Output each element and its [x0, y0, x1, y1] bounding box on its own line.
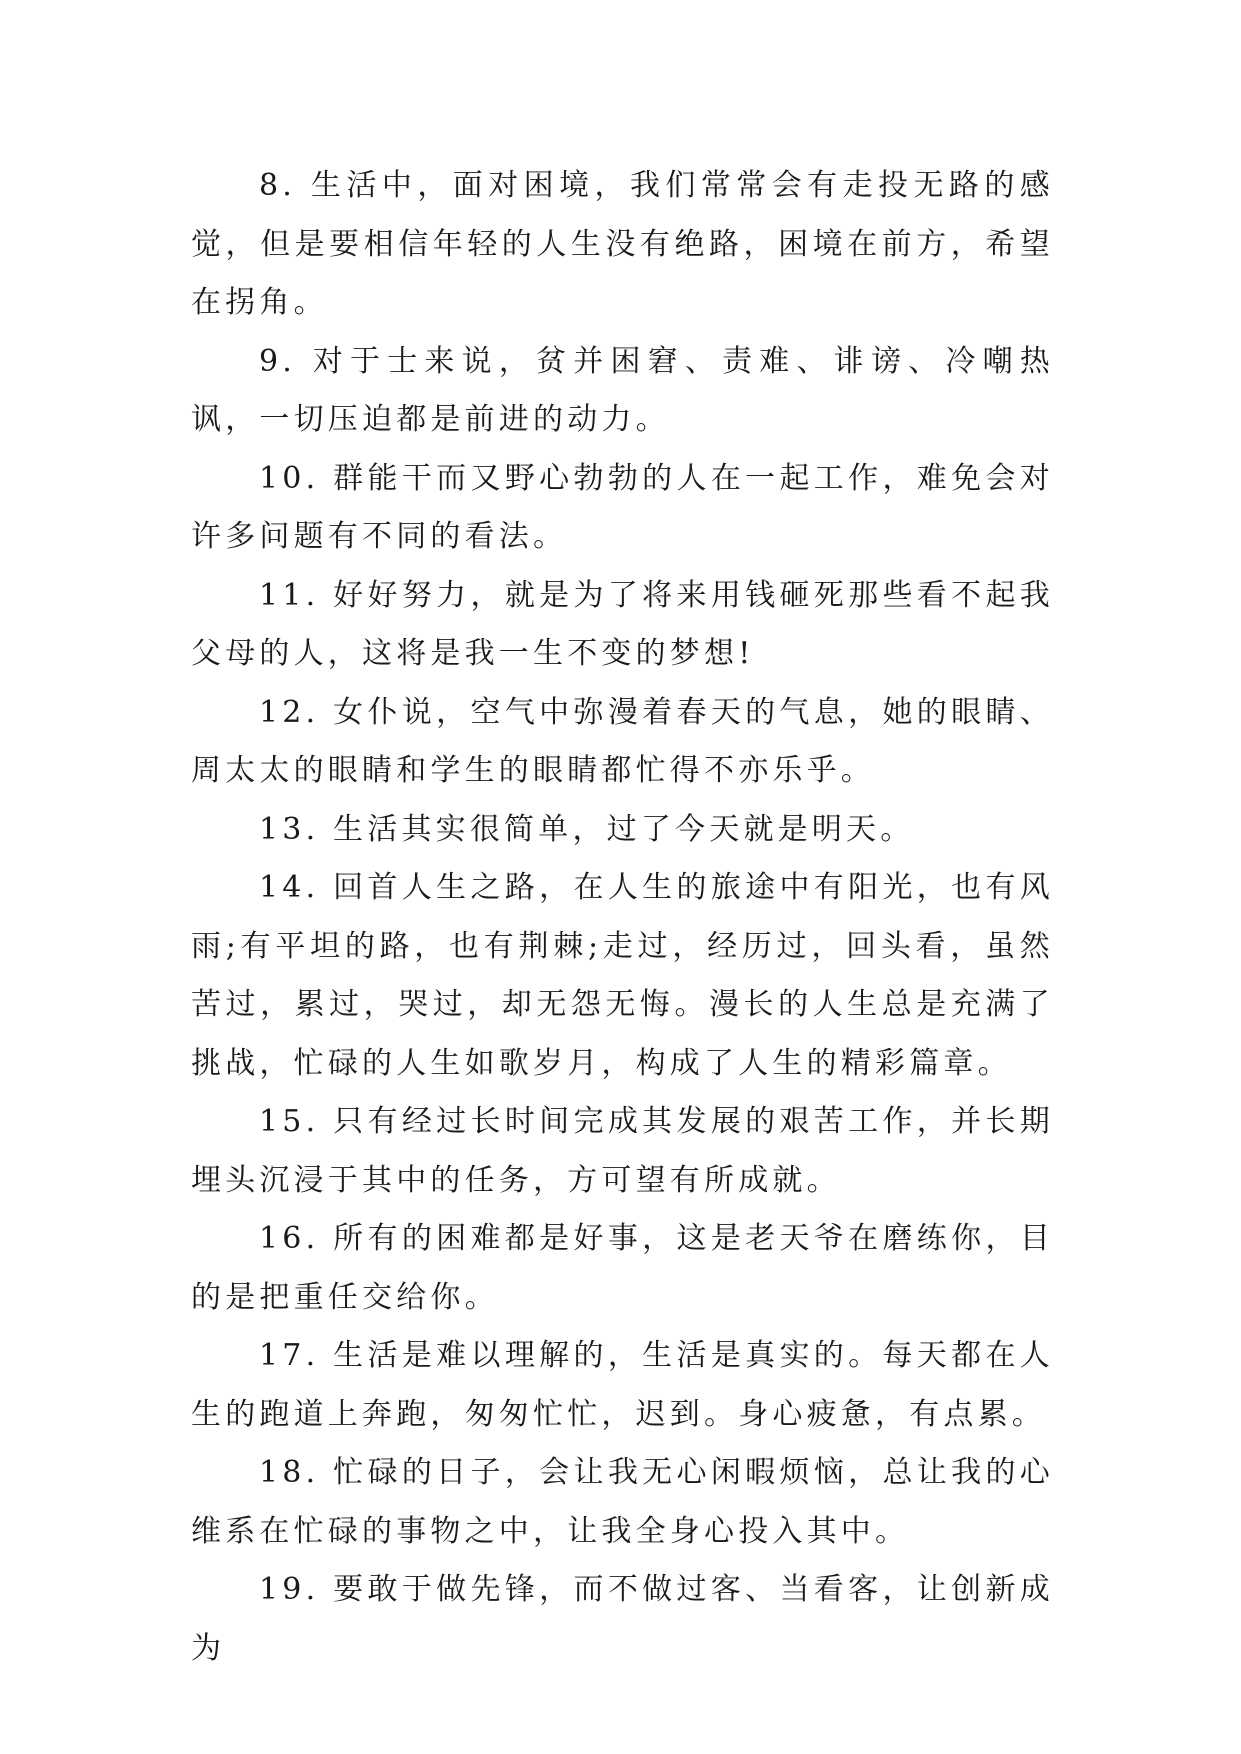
paragraph-14: 14. 回首人生之路，在人生的旅途中有阳光，也有风雨;有平坦的路，也有荆棘;走过，经历过，回头看，虽然苦过，累过，哭过，却无怨无悔。漫长的人生总是充满了挑战，忙碌的人生如歌岁月，构成了人生的精彩篇章。 — [191, 870, 1054, 1081]
paragraph-10: 10. 群能干而又野心勃勃的人在一起工作，难免会对许多问题有不同的看法。 — [191, 460, 1054, 554]
paragraph-8: 8. 生活中，面对困境，我们常常会有走投无路的感觉，但是要相信年轻的人生没有绝路，困境在前方，希望在拐角。 — [191, 168, 1054, 320]
paragraph-15: 15. 只有经过长时间完成其发展的艰苦工作，并长期埋头沉浸于其中的任务，方可望有所成就。 — [191, 1104, 1054, 1198]
document-body — [191, 157, 1054, 1678]
paragraph-16: 16. 所有的困难都是好事，这是老天爷在磨练你，目的是把重任交给你。 — [191, 1221, 1054, 1315]
paragraph-9: 9. 对于士来说，贫并困窘、责难、诽谤、冷嘲热讽，一切压迫都是前进的动力。 — [191, 343, 1054, 437]
paragraph-12: 12. 女仆说，空气中弥漫着春天的气息，她的眼睛、周太太的眼睛和学生的眼睛都忙得不亦乐乎。 — [191, 694, 1054, 788]
paragraph-11: 11. 好好努力，就是为了将来用钱砸死那些看不起我父母的人，这将是我一生不变的梦想! — [191, 577, 1054, 671]
paragraph-13: 13. 生活其实很简单，过了今天就是明天。 — [259, 811, 915, 847]
paragraph-17: 17. 生活是难以理解的，生活是真实的。每天都在人生的跑道上奔跑，匆匆忙忙，迟到。身心疲惫，有点累。 — [191, 1338, 1054, 1432]
paragraph-19: 19. 要敢于做先锋，而不做过客、当看客，让创新成为 — [191, 1572, 1054, 1666]
paragraph-18: 18. 忙碌的日子，会让我无心闲暇烦恼，总让我的心维系在忙碌的事物之中，让我全身心投入其中。 — [191, 1455, 1054, 1549]
